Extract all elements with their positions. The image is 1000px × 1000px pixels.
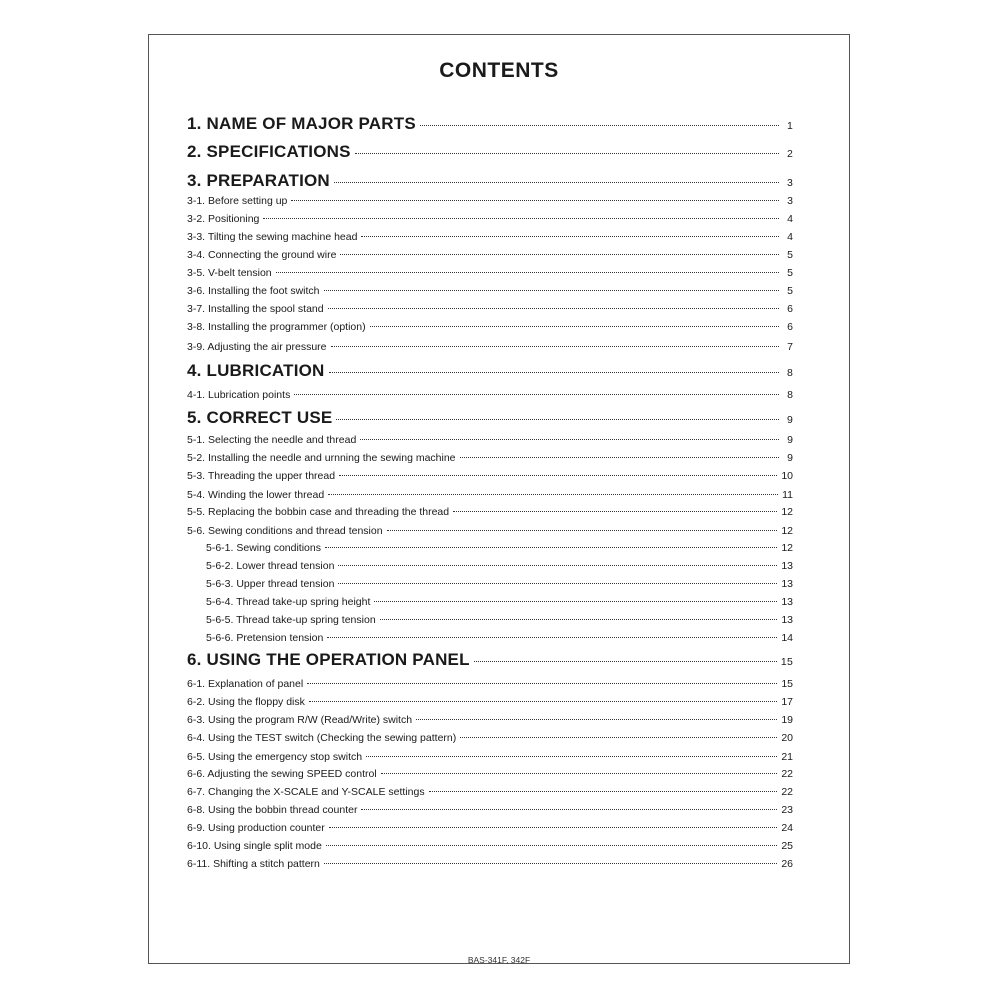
toc-entry bbox=[187, 452, 793, 464]
toc-entry bbox=[187, 195, 793, 207]
toc-entry bbox=[187, 804, 793, 816]
toc-entry-page-number: 12 bbox=[781, 505, 793, 518]
toc-entry-page-number: 20 bbox=[781, 731, 793, 744]
toc-entry-label: 6-6. Adjusting the sewing SPEED control bbox=[187, 767, 377, 780]
toc-entry-page-number: 12 bbox=[781, 524, 793, 537]
toc-entry bbox=[187, 578, 793, 590]
toc-entry-label: 5. CORRECT USE bbox=[187, 408, 333, 427]
dot-leader bbox=[328, 308, 779, 309]
toc-entry-label: 3-2. Positioning bbox=[187, 212, 260, 225]
dot-leader bbox=[334, 182, 779, 183]
dot-leader bbox=[381, 773, 778, 774]
toc-entry-label: 5-3. Threading the upper thread bbox=[187, 469, 336, 482]
toc-entry-label: 6-2. Using the floppy disk bbox=[187, 695, 305, 708]
dot-leader bbox=[453, 511, 777, 512]
toc-entry-page-number: 22 bbox=[781, 767, 793, 780]
toc-entry-page-number: 15 bbox=[780, 656, 793, 668]
dot-leader bbox=[355, 153, 779, 154]
dot-leader bbox=[263, 218, 779, 219]
toc-entry-page-number: 4 bbox=[787, 230, 793, 243]
toc-entry-page-number: 2 bbox=[786, 148, 793, 160]
dot-leader bbox=[460, 737, 777, 738]
toc-entry-page-number: 13 bbox=[781, 613, 793, 626]
toc-entry-label: 4. LUBRICATION bbox=[187, 361, 325, 380]
toc-entry-page-number: 25 bbox=[781, 839, 793, 852]
toc-entry-label: 5-4. Winding the lower thread bbox=[187, 488, 325, 501]
toc-entry-label: 1. NAME OF MAJOR PARTS bbox=[187, 114, 416, 133]
toc-entry bbox=[187, 858, 793, 870]
dot-leader bbox=[360, 439, 779, 440]
toc-entry-page-number: 4 bbox=[787, 212, 793, 225]
toc-entry-label: 2. SPECIFICATIONS bbox=[187, 142, 351, 161]
toc-entry bbox=[187, 489, 793, 501]
toc-entry-label: 3-1. Before setting up bbox=[187, 194, 288, 207]
toc-entry-page-number: 5 bbox=[787, 266, 793, 279]
toc-entry-label: 6-9. Using production counter bbox=[187, 821, 325, 834]
toc-entry bbox=[187, 341, 793, 353]
document-page bbox=[148, 34, 850, 964]
toc-entry-page-number: 22 bbox=[781, 785, 793, 798]
toc-entry bbox=[187, 632, 793, 644]
toc-entry bbox=[187, 678, 793, 690]
toc-entry-page-number: 11 bbox=[782, 488, 793, 501]
toc-entry-page-number: 13 bbox=[781, 577, 793, 590]
dot-leader bbox=[338, 565, 777, 566]
toc-entry bbox=[187, 822, 793, 834]
dot-leader bbox=[340, 254, 779, 255]
dot-leader bbox=[328, 494, 778, 495]
toc-entry bbox=[187, 506, 793, 518]
toc-entry bbox=[187, 596, 793, 608]
toc-entry bbox=[187, 267, 793, 279]
toc-entry bbox=[187, 470, 793, 482]
toc-entry-page-number: 26 bbox=[781, 857, 793, 870]
toc-entry-page-number: 9 bbox=[787, 433, 793, 446]
toc-entry-page-number: 17 bbox=[781, 695, 793, 708]
toc-entry-label: 5-6-2. Lower thread tension bbox=[206, 559, 335, 572]
dot-leader bbox=[374, 601, 777, 602]
toc-entry-page-number: 5 bbox=[787, 248, 793, 261]
toc-entry-page-number: 8 bbox=[787, 388, 793, 401]
dot-leader bbox=[326, 845, 777, 846]
toc-entry-label: 3-8. Installing the programmer (option) bbox=[187, 320, 366, 333]
toc-entry-label: 3-7. Installing the spool stand bbox=[187, 302, 324, 315]
toc-entry-label: 5-5. Replacing the bobbin case and threading the thread bbox=[187, 505, 450, 518]
toc-entry-page-number: 24 bbox=[781, 821, 793, 834]
toc-entry-label: 3-6. Installing the foot switch bbox=[187, 284, 320, 297]
toc-entry-label: 6-10. Using single split mode bbox=[187, 839, 322, 852]
page-footer: BAS-341F, 342F bbox=[467, 955, 531, 965]
toc-entry-page-number: 1 bbox=[786, 120, 793, 132]
toc-entry bbox=[187, 321, 793, 333]
toc-entry-page-number: 14 bbox=[781, 631, 793, 644]
toc-entry-page-number: 15 bbox=[781, 677, 793, 690]
page-title: CONTENTS bbox=[439, 59, 559, 82]
dot-leader bbox=[329, 827, 778, 828]
dot-leader bbox=[338, 583, 777, 584]
toc-entry-label: 6. USING THE OPERATION PANEL bbox=[187, 650, 470, 669]
toc-entry bbox=[187, 142, 793, 162]
toc-entry-label: 6-8. Using the bobbin thread counter bbox=[187, 803, 358, 816]
dot-leader bbox=[339, 475, 777, 476]
toc-entry-page-number: 8 bbox=[786, 367, 793, 379]
dot-leader bbox=[325, 547, 777, 548]
toc-entry bbox=[187, 389, 793, 401]
dot-leader bbox=[331, 346, 780, 347]
toc-entry-label: 5-6-4. Thread take-up spring height bbox=[206, 595, 371, 608]
toc-entry-label: 5-1. Selecting the needle and thread bbox=[187, 433, 357, 446]
toc-entry-label: 4-1. Lubrication points bbox=[187, 388, 291, 401]
toc-entry-page-number: 5 bbox=[787, 284, 793, 297]
dot-leader bbox=[324, 863, 777, 864]
dot-leader bbox=[370, 326, 779, 327]
toc-entry-label: 6-7. Changing the X-SCALE and Y-SCALE settings bbox=[187, 785, 425, 798]
dot-leader bbox=[420, 125, 779, 126]
dot-leader bbox=[387, 530, 778, 531]
toc-entry bbox=[187, 213, 793, 225]
toc-entry-label: 5-6-3. Upper thread tension bbox=[206, 577, 335, 590]
toc-entry bbox=[187, 408, 793, 428]
dot-leader bbox=[416, 719, 777, 720]
toc-entry bbox=[187, 714, 793, 726]
toc-entry bbox=[187, 751, 793, 763]
toc-entry bbox=[187, 303, 793, 315]
toc-entry bbox=[187, 696, 793, 708]
toc-entry bbox=[187, 114, 793, 134]
toc-entry-page-number: 12 bbox=[781, 541, 793, 554]
dot-leader bbox=[460, 457, 779, 458]
toc-entry bbox=[187, 434, 793, 446]
dot-leader bbox=[429, 791, 778, 792]
toc-entry-page-number: 13 bbox=[781, 559, 793, 572]
dot-leader bbox=[307, 683, 777, 684]
toc-entry-page-number: 6 bbox=[787, 320, 793, 333]
dot-leader bbox=[327, 637, 777, 638]
toc-entry bbox=[187, 285, 793, 297]
toc-entry bbox=[187, 840, 793, 852]
dot-leader bbox=[336, 419, 779, 420]
toc-entry bbox=[187, 614, 793, 626]
toc-entry-page-number: 3 bbox=[787, 194, 793, 207]
toc-entry-page-number: 9 bbox=[786, 414, 793, 426]
toc-entry bbox=[187, 171, 793, 191]
toc-entry bbox=[187, 732, 793, 744]
toc-entry-page-number: 13 bbox=[781, 595, 793, 608]
toc-entry bbox=[187, 542, 793, 554]
toc-entry-label: 3. PREPARATION bbox=[187, 171, 330, 190]
toc-entry-label: 5-6. Sewing conditions and thread tension bbox=[187, 524, 383, 537]
toc-entry bbox=[187, 231, 793, 243]
dot-leader bbox=[291, 200, 779, 201]
toc-entry-page-number: 23 bbox=[781, 803, 793, 816]
toc-entry-label: 6-5. Using the emergency stop switch bbox=[187, 750, 363, 763]
toc-entry-page-number: 21 bbox=[781, 750, 793, 763]
toc-entry-page-number: 10 bbox=[781, 469, 793, 482]
toc-entry bbox=[187, 650, 793, 670]
toc-entry-label: 6-11. Shifting a stitch pattern bbox=[187, 857, 320, 870]
toc-entry-label: 5-6-5. Thread take-up spring tension bbox=[206, 613, 376, 626]
toc-entry-label: 6-4. Using the TEST switch (Checking the sewing pattern) bbox=[187, 731, 457, 744]
toc-entry-label: 6-3. Using the program R/W (Read/Write) switch bbox=[187, 713, 413, 726]
toc-entry bbox=[187, 361, 793, 381]
dot-leader bbox=[366, 756, 777, 757]
toc-entry bbox=[187, 560, 793, 572]
toc-entry-label: 5-2. Installing the needle and urnning the sewing machine bbox=[187, 451, 456, 464]
dot-leader bbox=[276, 272, 779, 273]
toc-entry-page-number: 3 bbox=[786, 177, 793, 189]
toc-entry-label: 3-3. Tilting the sewing machine head bbox=[187, 230, 358, 243]
dot-leader bbox=[361, 236, 779, 237]
toc-entry-page-number: 9 bbox=[787, 451, 793, 464]
dot-leader bbox=[380, 619, 778, 620]
toc-entry-label: 3-9. Adjusting the air pressure bbox=[187, 340, 327, 353]
dot-leader bbox=[294, 394, 779, 395]
toc-entry-page-number: 7 bbox=[787, 340, 793, 353]
dot-leader bbox=[474, 661, 777, 662]
dot-leader bbox=[309, 701, 777, 702]
toc-entry-label: 3-4. Connecting the ground wire bbox=[187, 248, 337, 261]
dot-leader bbox=[329, 372, 779, 373]
toc-entry-label: 3-5. V-belt tension bbox=[187, 266, 272, 279]
toc-entry-page-number: 6 bbox=[787, 302, 793, 315]
toc-entry-label: 6-1. Explanation of panel bbox=[187, 677, 304, 690]
toc-entry-label: 5-6-6. Pretension tension bbox=[206, 631, 324, 644]
toc-entry-label: 5-6-1. Sewing conditions bbox=[206, 541, 321, 554]
toc-entry bbox=[187, 786, 793, 798]
toc-entry bbox=[187, 525, 793, 537]
dot-leader bbox=[361, 809, 777, 810]
toc-entry bbox=[187, 768, 793, 780]
toc-entry bbox=[187, 249, 793, 261]
dot-leader bbox=[324, 290, 780, 291]
toc-entry-page-number: 19 bbox=[781, 713, 793, 726]
